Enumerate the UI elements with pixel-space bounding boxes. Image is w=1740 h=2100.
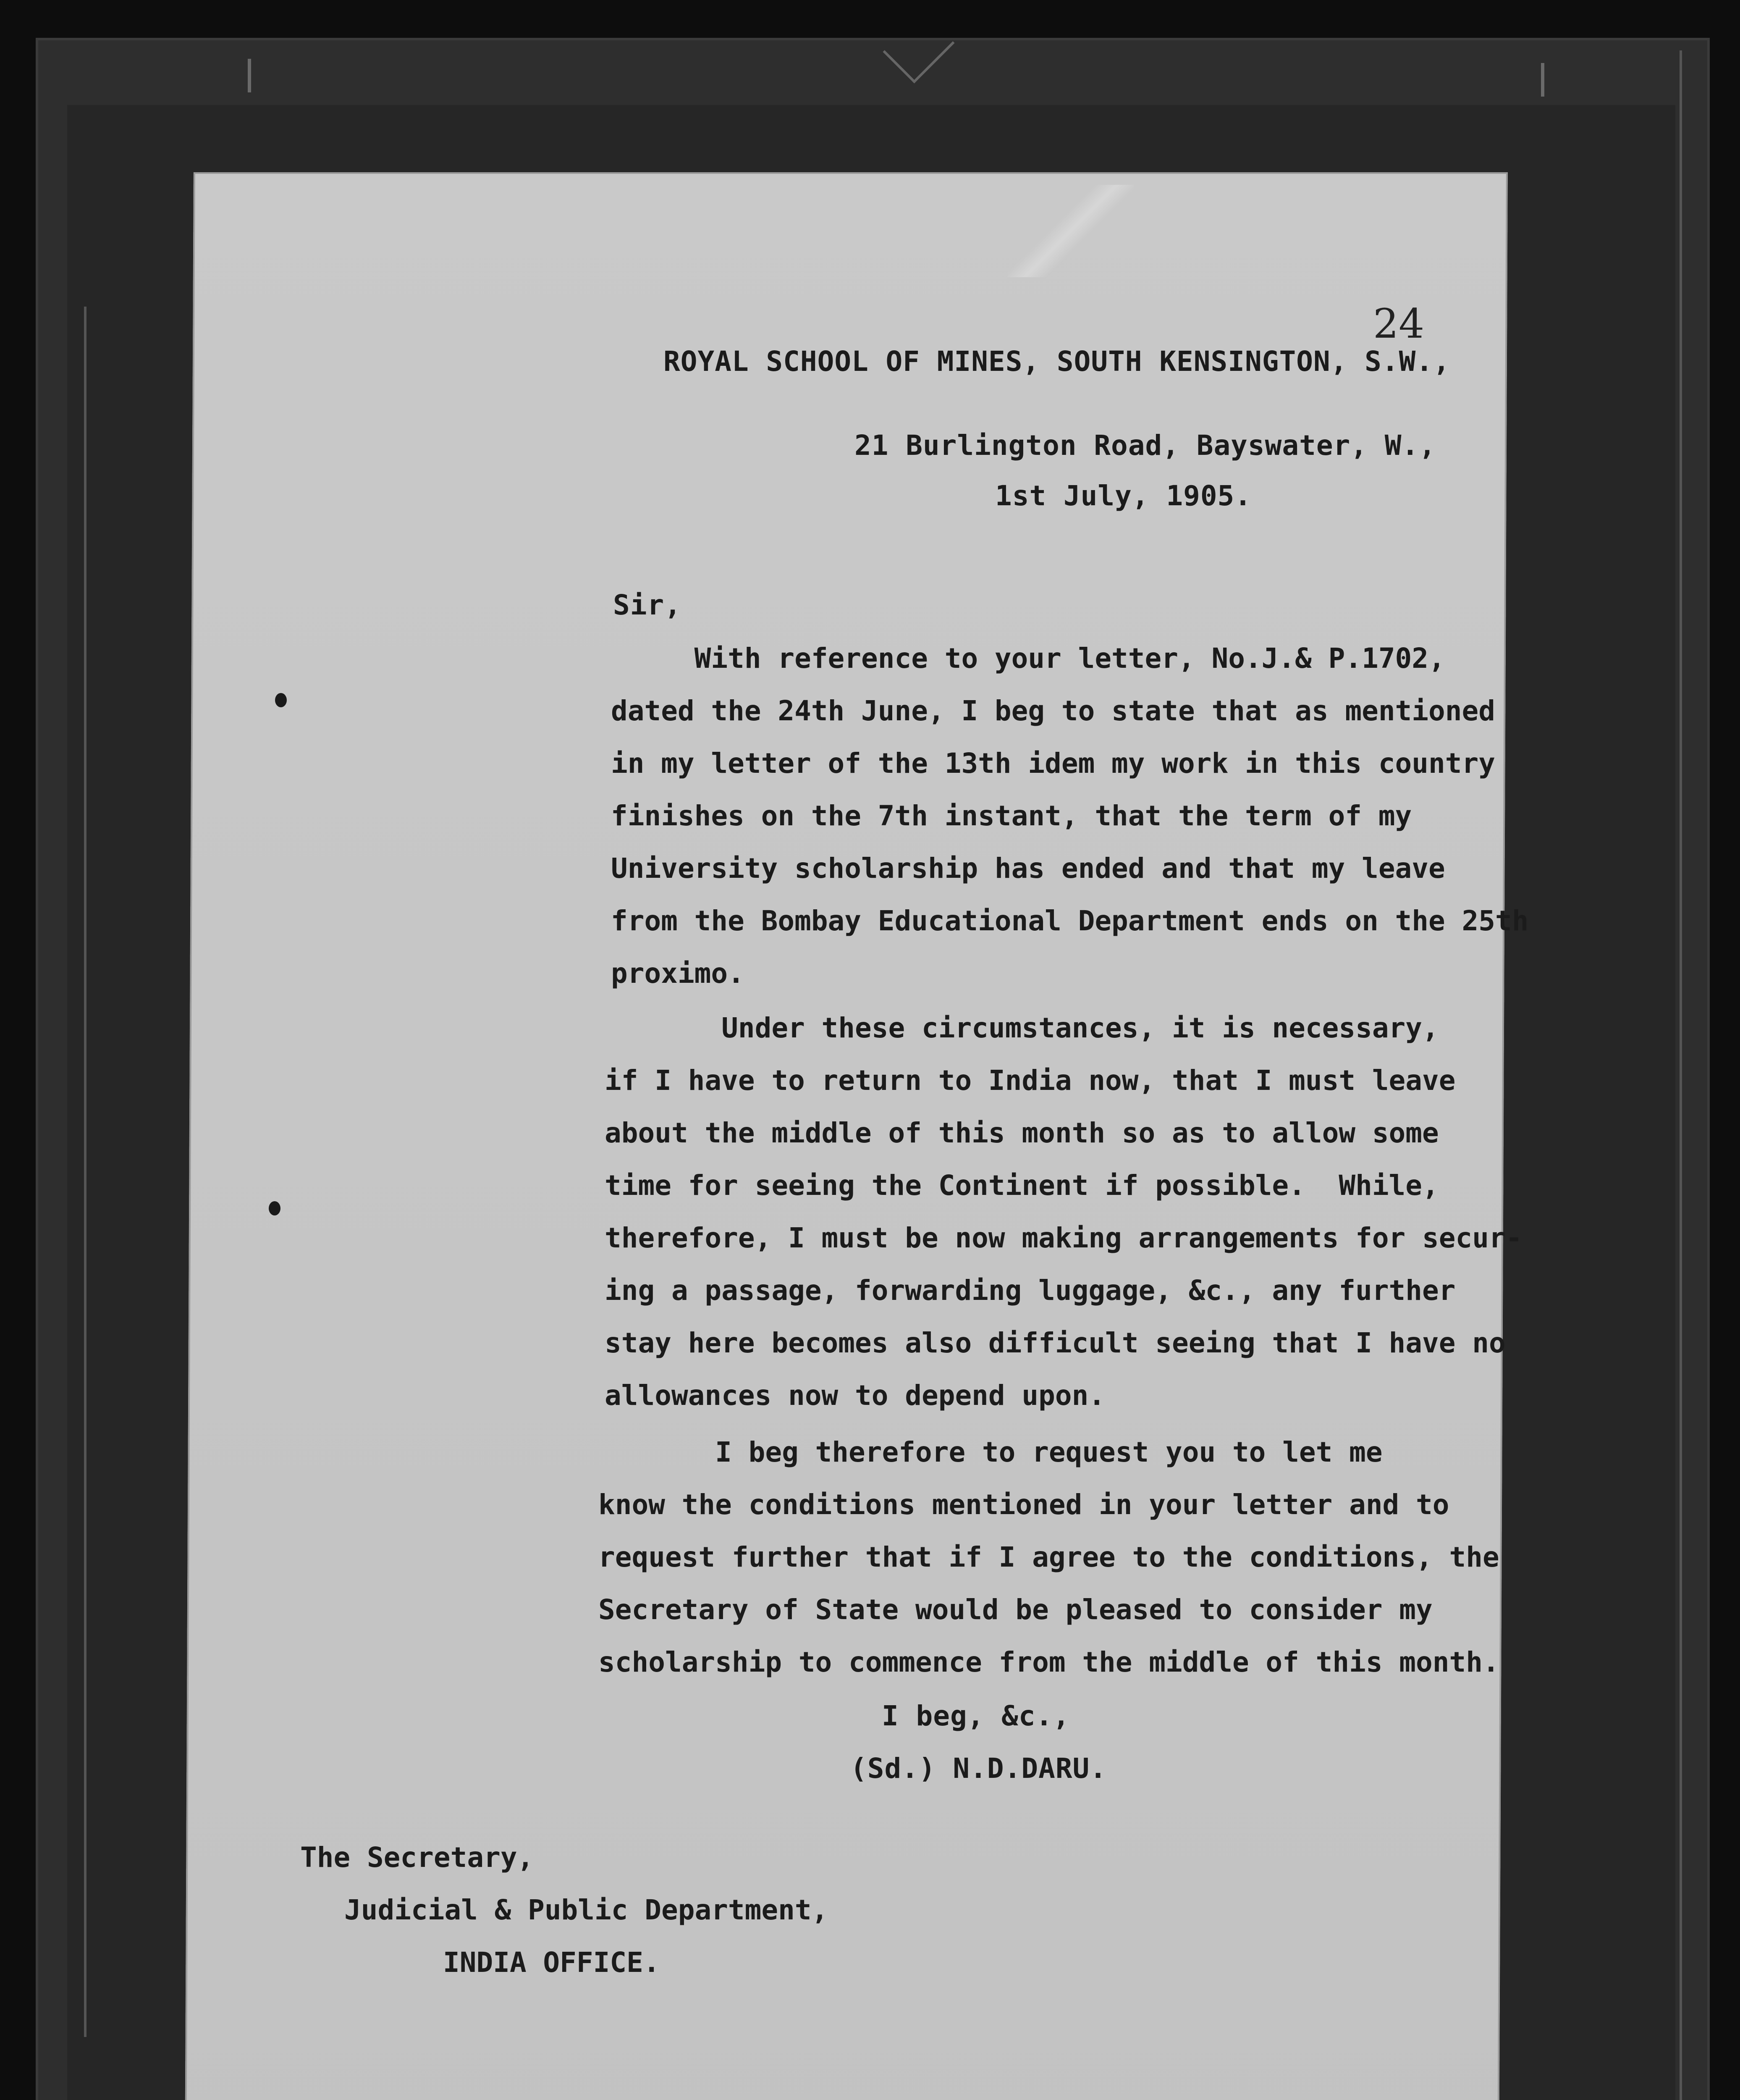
side-rule-right xyxy=(1680,50,1682,2100)
text-line: if I have to return to India now, that I must leave xyxy=(605,1064,1456,1097)
letterhead: ROYAL SCHOOL OF MINES, SOUTH KENSINGTON, S.W., xyxy=(663,345,1450,378)
text-line: Secretary of State would be pleased to consider my xyxy=(598,1593,1433,1626)
page-number: 24 xyxy=(1373,300,1425,347)
text-line: in my letter of the 13th idem my work in this country xyxy=(611,747,1495,780)
addressee-line: Judicial & Public Department, xyxy=(344,1894,828,1926)
punch-hole xyxy=(275,693,287,707)
signature: (Sd.) N.D.DARU. xyxy=(850,1752,1107,1785)
text-line: proximo. xyxy=(611,957,744,990)
text-line: finishes on the 7th instant, that the term of my xyxy=(611,800,1412,832)
side-rule-left xyxy=(84,307,86,2037)
text-line: request further that if I agree to the conditions, the xyxy=(598,1541,1499,1573)
text-line: about the middle of this month so as to allow some xyxy=(605,1117,1439,1149)
addressee-line: INDIA OFFICE. xyxy=(443,1946,660,1979)
text-line: Under these circumstances, it is necessary, xyxy=(605,1012,1439,1044)
frame-tick-left xyxy=(248,59,251,92)
text-line: time for seeing the Continent if possible. While, xyxy=(605,1169,1439,1202)
text-line: therefore, I must be now making arrangements for secur- xyxy=(605,1222,1522,1254)
closing: I beg, &c., xyxy=(882,1700,1070,1732)
text-line: stay here becomes also difficult seeing that I have no xyxy=(605,1327,1506,1359)
text-line: University scholarship has ended and that my leave xyxy=(611,852,1445,885)
text-line: allowances now to depend upon. xyxy=(605,1379,1106,1412)
text-line: scholarship to commence from the middle of this month. xyxy=(598,1646,1499,1678)
punch-hole xyxy=(269,1201,280,1215)
addressee-line: The Secretary, xyxy=(300,1841,534,1874)
text-line: ing a passage, forwarding luggage, &c., any further xyxy=(605,1274,1456,1307)
text-line: dated the 24th June, I beg to state that as mentioned xyxy=(611,695,1495,727)
frame-tick-right xyxy=(1541,63,1544,97)
paragraph-2 xyxy=(605,1002,1522,1422)
letter-date: 1st July, 1905. xyxy=(995,480,1252,512)
paragraph-3 xyxy=(598,1426,1499,1688)
sender-address: 21 Burlington Road, Bayswater, W., xyxy=(854,429,1436,462)
text-line: I beg therefore to request you to let me xyxy=(598,1436,1383,1468)
addressee-block xyxy=(300,1831,828,1989)
text-line: from the Bombay Educational Department ends on the 25th xyxy=(611,905,1529,937)
paragraph-1 xyxy=(611,632,1528,1000)
text-line: know the conditions mentioned in your letter and to xyxy=(598,1488,1449,1521)
text-line: With reference to your letter, No.J.& P.1702, xyxy=(611,642,1445,675)
paper-fold xyxy=(1008,185,1134,277)
salutation: Sir, xyxy=(613,589,681,621)
